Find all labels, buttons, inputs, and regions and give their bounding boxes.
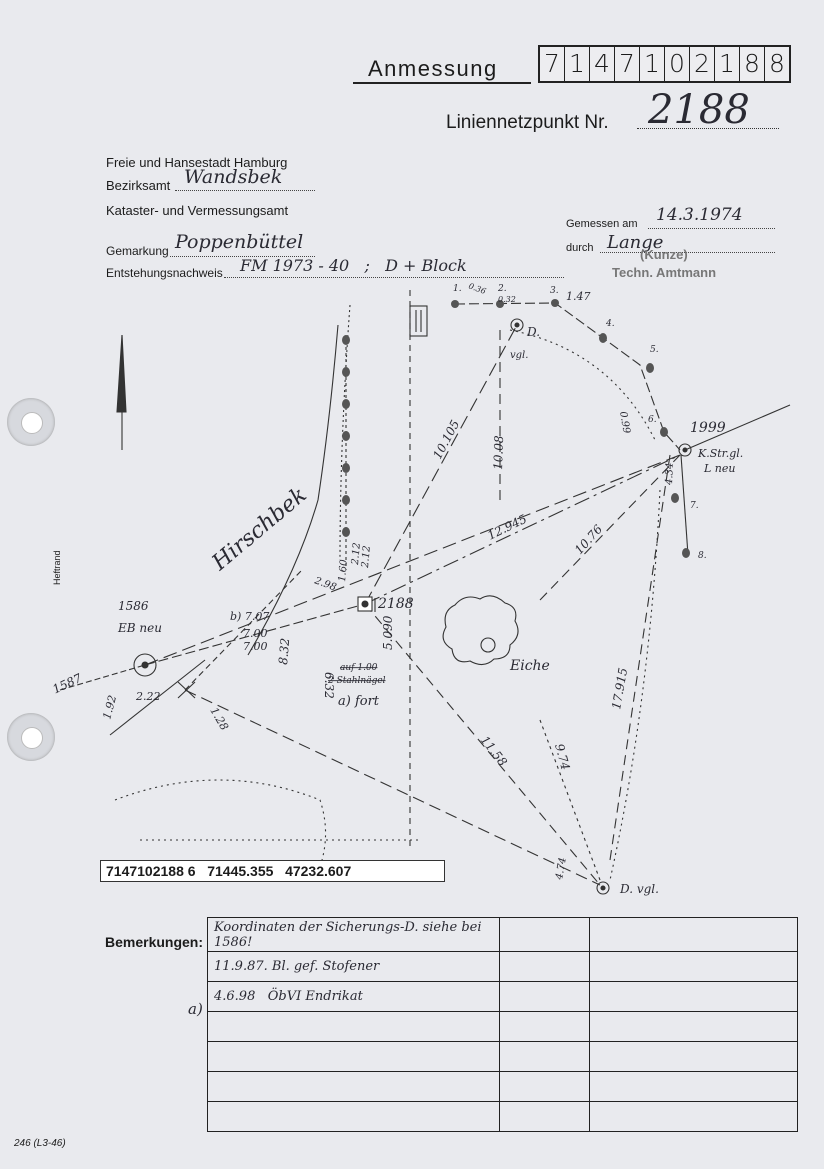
remark-cell [208, 1072, 500, 1102]
remark-cell [590, 1012, 798, 1042]
durch-label: durch [566, 242, 594, 254]
measure: 2.98 [312, 575, 338, 594]
coord-point: 7147102188 6 [106, 863, 196, 879]
remark-cell [500, 952, 590, 982]
stahl-label-2: 2 Stahlnägel [328, 676, 386, 686]
measure: 8.32 [276, 637, 293, 666]
table-row [208, 1012, 798, 1042]
remark-cell [500, 982, 590, 1012]
measure: 10.08 [491, 435, 507, 471]
gemessen-label: Gemessen am [566, 218, 638, 230]
id-digit: 4 [590, 47, 615, 81]
measure: 1.47 [566, 290, 591, 303]
id-digit: 8 [740, 47, 765, 81]
stamp-name: (Kunze) [640, 247, 688, 262]
remark-cell [590, 952, 798, 982]
measure: 11.58 [477, 733, 510, 769]
measure: 2.12 [350, 542, 363, 566]
remark-cell: 4.6.98 ÖbVI Endrikat [208, 982, 500, 1012]
point-label: 4. [606, 319, 615, 329]
line-6-8 [681, 455, 688, 555]
ray-to-dvgl [185, 690, 600, 885]
street-name: Hirschbek [207, 482, 312, 576]
eiche-icon [443, 596, 518, 665]
remark-cell [500, 1102, 590, 1132]
measure: 1.28 [207, 705, 231, 733]
dotted-arc [510, 330, 655, 440]
entstehung-value: FM 1973 - 40 ; D + Block [240, 256, 467, 275]
measure: 4.74 [554, 856, 569, 881]
id-digit: 1 [640, 47, 665, 81]
point-1999-label: 1999 [690, 420, 726, 436]
point-label: 1. [453, 284, 462, 294]
point-1587-label: 1587 [50, 670, 85, 697]
remark-cell [590, 1072, 798, 1102]
gemarkung-label: Gemarkung [106, 244, 169, 258]
coord-x: 71445.355 [207, 863, 274, 879]
remark-cell [590, 1042, 798, 1072]
bezirksamt-label: Bezirksamt [106, 178, 171, 193]
stahl-label-1: auf 1.00 [340, 663, 378, 673]
measure: 12.945 [485, 511, 530, 543]
point-label: 5. [650, 345, 659, 355]
liniennetzpunkt-label: Liniennetzpunkt Nr. [446, 112, 609, 133]
agency-line3: Kataster- und Vermessungsamt [106, 203, 289, 218]
gemessen-value: 14.3.1974 [656, 205, 743, 225]
measure: 10.105 [430, 417, 463, 462]
measure: 7.00 [243, 627, 268, 640]
stamp-title: Techn. Amtmann [612, 265, 717, 280]
bezirksamt-value: Wandsbek [184, 166, 283, 188]
entstehung-label: Entstehungsnachweis [106, 266, 223, 280]
id-digit: 1 [565, 47, 590, 81]
measure: b) 7.07 [230, 610, 270, 623]
gemarkung-value: Poppenbüttel [175, 231, 304, 253]
id-digit: 7 [615, 47, 640, 81]
agency-line1: Freie und Hansestadt Hamburg [106, 155, 288, 170]
measure: 2.22 [136, 690, 161, 703]
ray-17915 [610, 455, 670, 860]
point-2188-center [362, 601, 368, 607]
north-arrow-icon [117, 335, 126, 412]
measure: 7.00 [243, 640, 268, 653]
remark-cell [500, 1012, 590, 1042]
measure: 6.32 [322, 672, 336, 699]
remarks-label: Bemerkungen: [105, 934, 204, 950]
remarks-table [207, 917, 798, 1132]
point-label: 2. [498, 284, 507, 294]
heftrand-label: Heftrand [52, 550, 62, 585]
eb-neu-label: EB neu [118, 621, 162, 635]
vgl-label: vgl. [510, 350, 529, 361]
point-d-label: D. [527, 325, 541, 339]
measure: 1.60 [337, 559, 350, 583]
measure: 5.090 [381, 615, 395, 650]
id-digit: 2 [690, 47, 715, 81]
measure: 9.74 [552, 742, 573, 772]
point-2188-label: 2188 [378, 596, 414, 612]
point-1586-center [142, 662, 148, 668]
measure: 0.36 [467, 281, 488, 296]
remark-cell [500, 918, 590, 952]
id-digit: 7 [540, 47, 565, 81]
table-row [208, 982, 798, 1012]
boundary-polyline [455, 303, 680, 450]
measure: 10.76 [571, 522, 606, 558]
table-row [208, 918, 798, 952]
measure: 2.12 [360, 545, 373, 569]
point-label: 3. [550, 286, 559, 296]
remark-cell [590, 982, 798, 1012]
remark-cell [590, 1102, 798, 1132]
remark-cell [590, 918, 798, 952]
coordinates-bar [100, 860, 445, 882]
remark-cell: 11.9.87. Bl. gef. Stofener [208, 952, 500, 982]
point-1586-label: 1586 [118, 599, 149, 613]
durch-value: Lange [607, 232, 664, 253]
id-digit: 0 [665, 47, 690, 81]
liniennetzpunkt-number: 2188 [648, 87, 750, 133]
remark-cell: Koordinaten der Sicherungs-D. siehe bei 1586! [208, 918, 500, 952]
measure: 4.34 [664, 462, 676, 486]
table-row [208, 1072, 798, 1102]
measure: 0.32 [498, 295, 516, 304]
coord-y: 47232.607 [285, 863, 352, 879]
fort-label: a) fort [338, 694, 380, 709]
l-neu-label: L neu [704, 462, 736, 475]
measure: 17.915 [609, 666, 631, 711]
table-row [208, 1102, 798, 1132]
table-row [208, 952, 798, 982]
block-marker [410, 306, 427, 336]
measure: 1.92 [100, 693, 120, 721]
id-digit: 8 [769, 49, 785, 78]
point-label: 8. [698, 551, 707, 561]
ray-974 [540, 720, 600, 880]
remarks-aside: a) [188, 1000, 203, 1018]
remark-cell [208, 1102, 500, 1132]
remark-cell [500, 1042, 590, 1072]
form-id: 246 (L3-46) [14, 1138, 66, 1149]
eiche-label: Eiche [510, 658, 550, 674]
point-label: 7. [690, 501, 699, 511]
point-label: 6. [648, 415, 657, 425]
id-digit: 1 [715, 47, 740, 81]
k-strgl-label: K.Str.gl. [698, 447, 744, 460]
form-title: Anmessung [368, 56, 498, 81]
dotted-arc3 [115, 780, 326, 860]
point-d-vgl-label: D. vgl. [620, 882, 659, 896]
remark-cell [208, 1042, 500, 1072]
remark-cell [208, 1012, 500, 1042]
ray-12945 [365, 455, 680, 604]
tree-trunk [481, 638, 495, 652]
measure: 0.99 [617, 410, 632, 435]
remark-cell [500, 1072, 590, 1102]
table-row [208, 1042, 798, 1072]
